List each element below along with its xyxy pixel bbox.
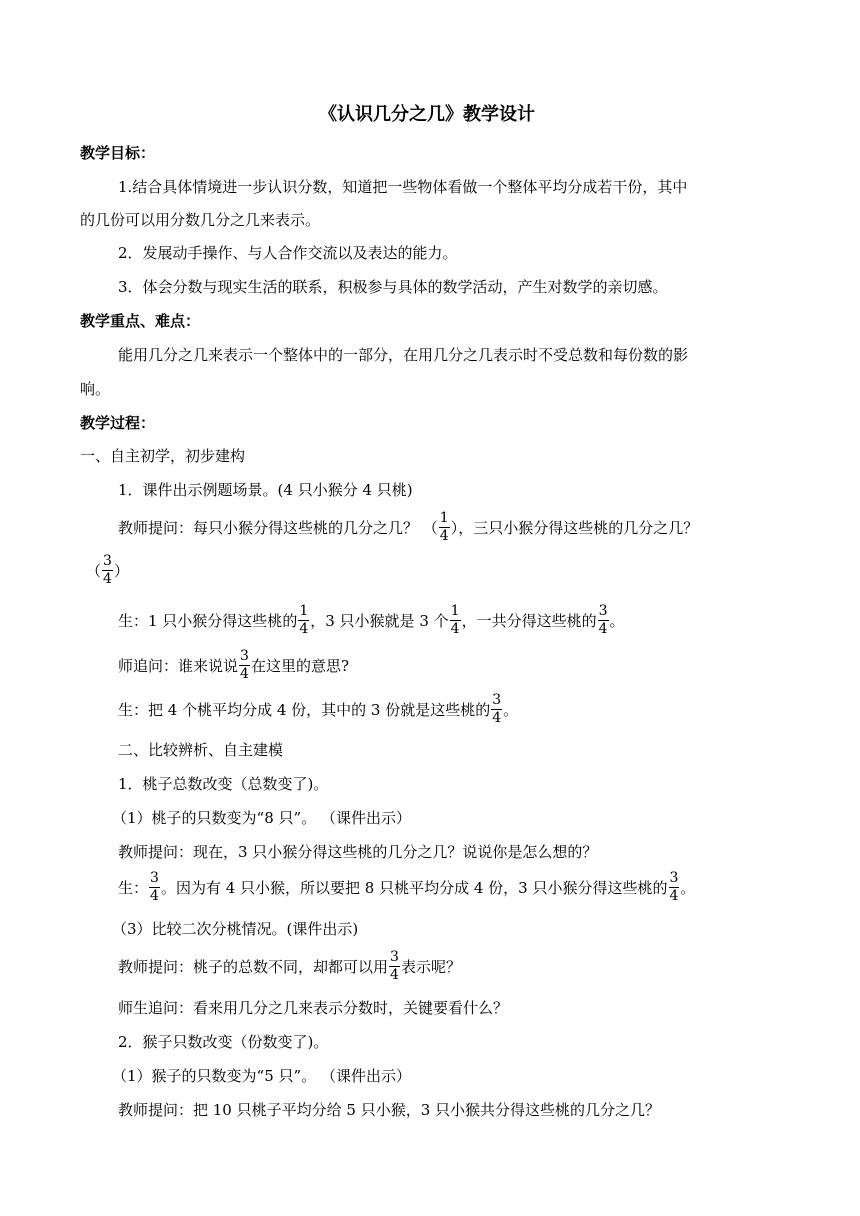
- question-1-text-d: ）: [113, 561, 129, 580]
- question-3-text-b: 表示呢？: [400, 957, 461, 976]
- answer-2: [118, 694, 518, 728]
- fraction-three-quarters: [491, 693, 502, 727]
- fraction-three-quarters: [149, 871, 160, 905]
- question-4: 教师提问：把 10 只桃子平均分给 5 只小猴，3 只小猴共分得这些桃的几分之几？: [118, 1101, 661, 1119]
- question-1-line-2: [86, 555, 129, 589]
- fraction-one-quarter: [450, 604, 461, 638]
- fraction-denominator: 4: [450, 621, 460, 638]
- key-points-line-1: 能用几分之几来表示一个整体中的一部分，在用几分之几表示时不受总数和每份数的影: [118, 346, 689, 364]
- key-points-line-2: 响。: [80, 380, 111, 398]
- answer-1-text-b: ，3 只小猴就是 3 个: [310, 611, 449, 630]
- fraction-one-quarter: [298, 604, 309, 638]
- fraction-denominator: 4: [299, 621, 309, 638]
- follow-up-1-text-a: 师追问：谁来说说: [118, 656, 239, 675]
- question-3-text-a: 教师提问：桃子的总数不同，却都可以用: [118, 957, 389, 976]
- answer-1: [118, 605, 625, 639]
- fraction-denominator: 4: [669, 888, 679, 905]
- fraction-three-quarters: [239, 649, 250, 683]
- question-3: [118, 951, 461, 985]
- section-1-heading: 一、自主初学，初步建构: [80, 447, 246, 465]
- heading-teaching-goals: 教学目标：: [80, 144, 156, 162]
- section-2-heading: 二、比较辨析、自主建模: [118, 741, 284, 759]
- heading-key-points: 教学重点、难点：: [80, 312, 201, 330]
- fraction-three-quarters: [669, 871, 680, 905]
- fraction-numerator: 3: [102, 554, 113, 571]
- fraction-three-quarters: [598, 604, 609, 638]
- answer-3-text-b: 。因为有 4 只小猴，所以要把 8 只桃平均分成 4 份，3 只小猴分得这些桃的: [160, 878, 668, 897]
- fraction-denominator: 4: [439, 528, 449, 545]
- fraction-numerator: 1: [298, 604, 309, 621]
- follow-up-1: [118, 650, 349, 684]
- answer-3: [118, 872, 695, 906]
- fraction-numerator: 1: [450, 604, 461, 621]
- answer-1-text-d: 。: [609, 611, 625, 630]
- answer-2-text-a: 生：把 4 个桃平均分成 4 份，其中的 3 份就是这些桃的: [118, 700, 491, 719]
- fraction-one-quarter: [439, 511, 450, 545]
- answer-3-text-a: 生：: [118, 878, 149, 897]
- heading-teaching-process: 教学过程：: [80, 414, 156, 432]
- section-2-sub-4: （1）猴子的只数变为“5 只”。 （课件出示）: [112, 1067, 411, 1085]
- answer-1-text-a: 生：1 只小猴分得这些桃的: [118, 611, 298, 630]
- fraction-numerator: 3: [389, 950, 400, 967]
- section-2-sub-1: （1）桃子的只数变为“8 只”。 （课件出示）: [112, 809, 411, 827]
- fraction-denominator: 4: [150, 888, 159, 905]
- follow-up-1-text-b: 在这里的意思?: [250, 656, 349, 675]
- goal-3: 3．体会分数与现实生活的联系，积极参与具体的数学活动，产生对数学的亲切感。: [118, 278, 668, 296]
- question-1-text-c: （: [86, 561, 102, 580]
- section-2-item-2: 2．猴子只数改变（份数变了)。: [118, 1033, 329, 1051]
- fraction-denominator: 4: [240, 666, 249, 683]
- goal-1-line-1: 1.结合具体情境进一步认识分数，知道把一些物体看做一个整体平均分成若干份，其中: [118, 178, 688, 196]
- goal-2: 2．发展动手操作、与人合作交流以及表达的能力。: [118, 244, 458, 262]
- section-2-sub-3: （3）比较二次分桃情况。(课件出示): [112, 920, 359, 938]
- fraction-numerator: 1: [439, 511, 450, 528]
- fraction-denominator: 4: [103, 571, 112, 588]
- goal-1-line-2: 的几份可以用分数几分之几来表示。: [80, 211, 321, 229]
- question-1-text-a: 教师提问：每只小猴分得这些桃的几分之几？ （: [118, 518, 438, 537]
- fraction-numerator: 3: [239, 649, 250, 666]
- question-1-line-1: [118, 512, 698, 546]
- answer-2-text-b: 。: [503, 700, 519, 719]
- fraction-denominator: 4: [492, 710, 502, 727]
- fraction-three-quarters: [102, 554, 113, 588]
- fraction-three-quarters: [389, 950, 400, 984]
- fraction-numerator: 3: [669, 871, 680, 888]
- section-2-item-1: 1．桃子总数改变（总数变了)。: [118, 775, 329, 793]
- fraction-numerator: 3: [598, 604, 609, 621]
- answer-1-text-c: ，一共分得这些桃的: [461, 611, 597, 630]
- fraction-numerator: 3: [491, 693, 502, 710]
- fraction-denominator: 4: [598, 621, 608, 638]
- section-1-item-1: 1．课件出示例题场景。(4 只小猴分 4 只桃): [118, 481, 413, 499]
- question-1-text-b: ），三只小猴分得这些桃的几分之几？: [450, 518, 699, 537]
- answer-3-text-c: 。: [680, 878, 696, 897]
- fraction-denominator: 4: [390, 967, 399, 984]
- question-2: 教师提问：现在，3 只小猴分得这些桃的几分之几？说说你是怎么想的？: [118, 843, 598, 861]
- follow-up-2: 师生追问：看来用几分之几来表示分数时，关键要看什么？: [118, 999, 509, 1017]
- document-title: 《认识几分之几》教学设计: [319, 104, 535, 125]
- fraction-numerator: 3: [149, 871, 160, 888]
